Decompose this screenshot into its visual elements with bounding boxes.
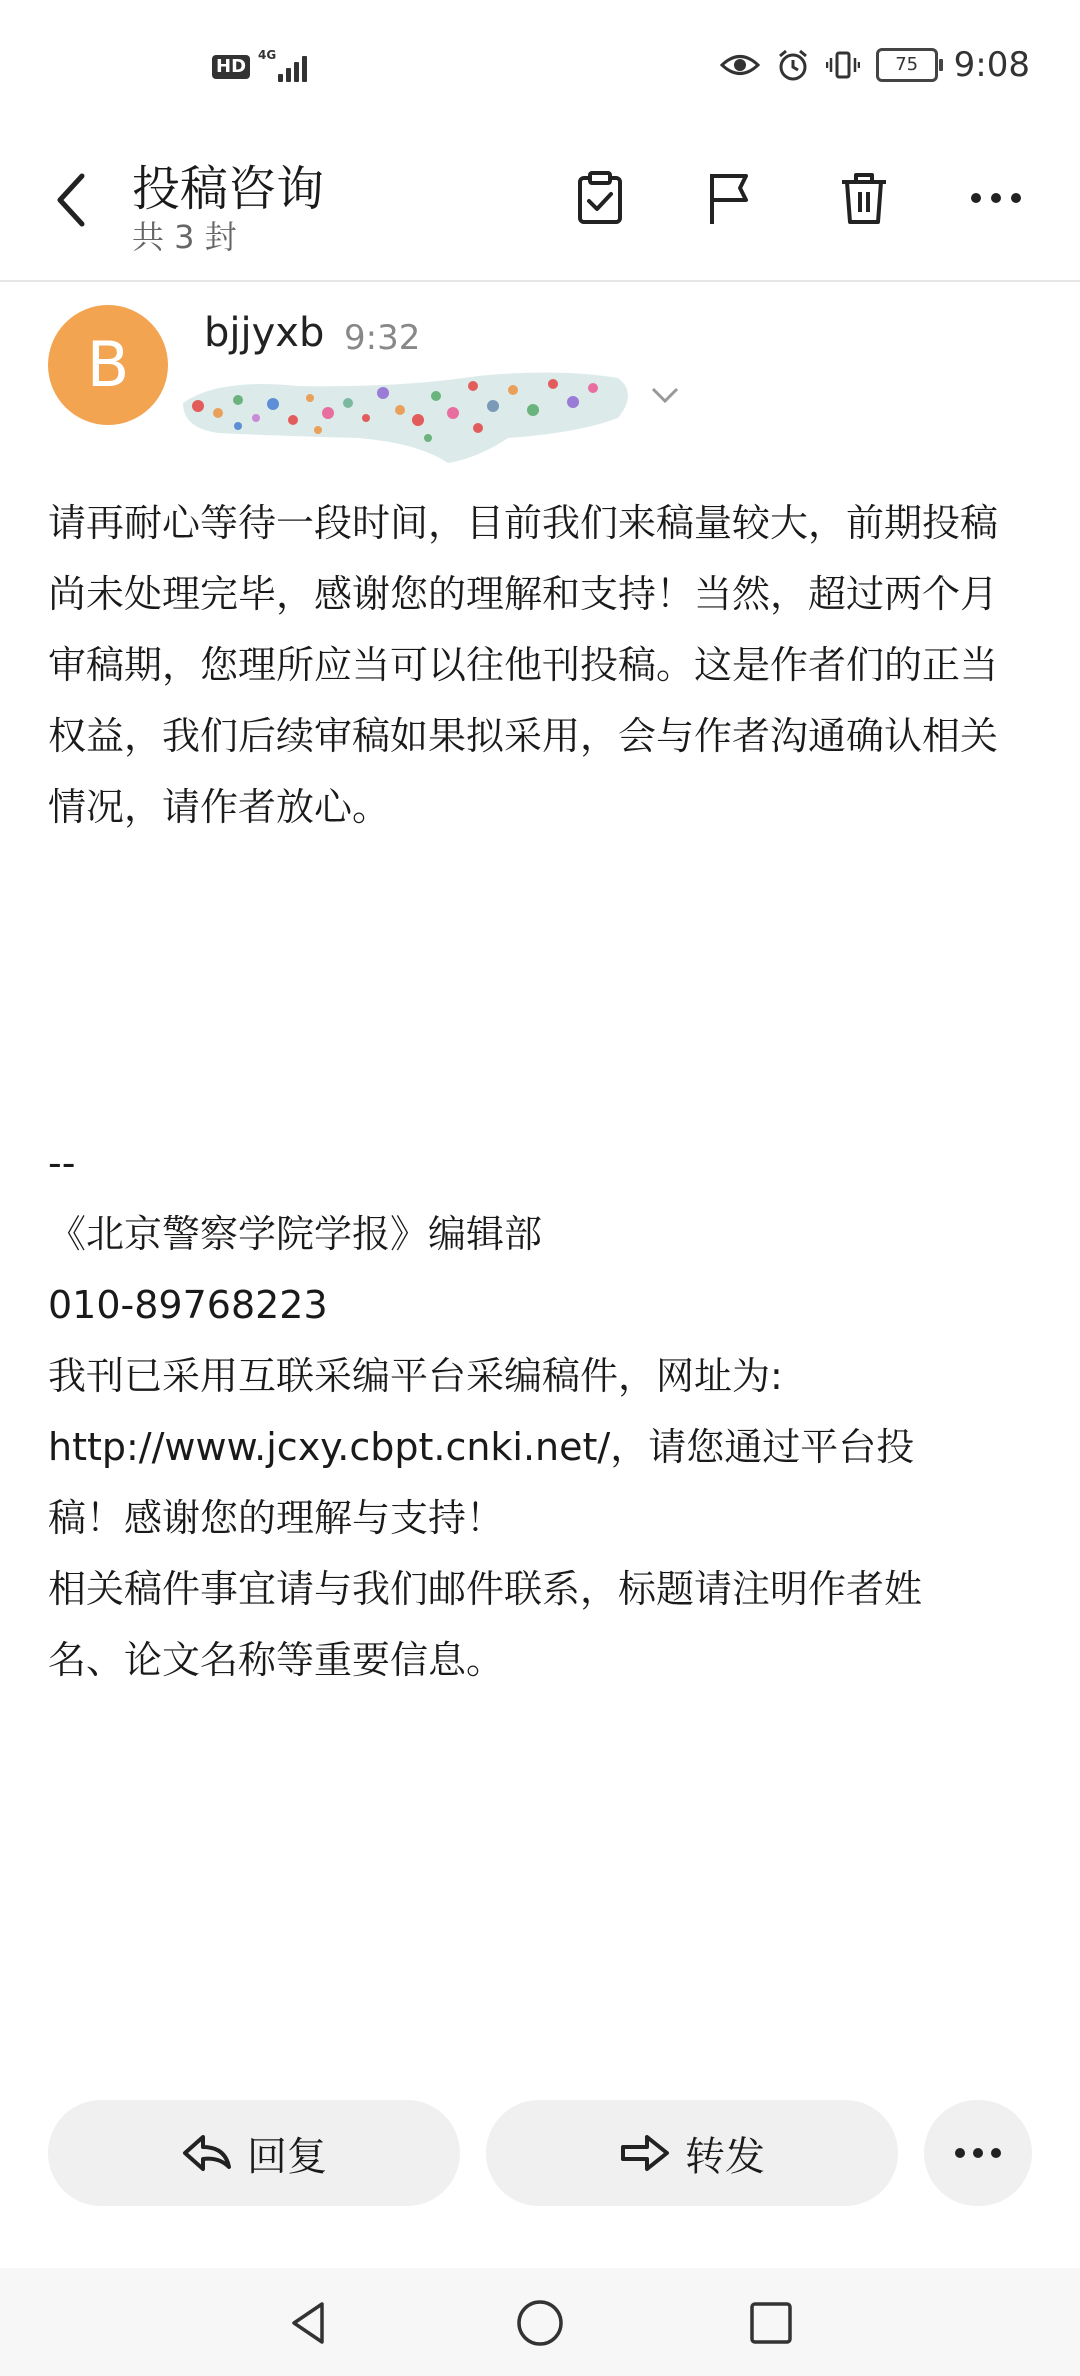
status-bar	[0, 0, 1080, 130]
battery-icon	[876, 48, 938, 82]
flag-icon[interactable]	[700, 168, 760, 228]
thread-count: 共 3 封	[132, 218, 237, 256]
hd-badge: HD	[212, 55, 250, 79]
nav-home-icon[interactable]	[515, 2298, 565, 2348]
forward-label: 转发	[685, 2133, 765, 2180]
eye-comfort-icon	[720, 50, 760, 80]
forward-icon	[619, 2131, 671, 2175]
battery-level: 75	[895, 54, 919, 75]
network-type: 4G	[258, 48, 277, 62]
signature	[48, 1128, 1033, 1696]
alarm-icon	[776, 48, 810, 82]
mail-body: 请再耐心等待一段时间，目前我们来稿量较大，前期投稿尚未处理完毕，感谢您的理解和支持！当然，超过两个月审稿期，您理所应当可以往他刊投稿。这是作者们的正当权益，我们后续审稿如果拟采用，会与作者沟通确认相关情况，请作者放心。	[48, 501, 999, 829]
redacted-recipient	[178, 358, 648, 468]
signal-icon	[258, 48, 307, 82]
chevron-down-icon[interactable]	[650, 385, 680, 405]
more-actions-button[interactable]	[924, 2100, 1032, 2206]
signature-separator: --	[48, 1141, 76, 1185]
signature-line1: 我刊已采用互联采编平台采编稿件，网址为:	[48, 1354, 783, 1398]
signature-phone[interactable]: 010-89768223	[48, 1283, 328, 1327]
delete-icon[interactable]	[834, 168, 894, 228]
reply-label: 回复	[247, 2133, 327, 2180]
app-header	[0, 130, 1080, 282]
reply-icon	[181, 2131, 233, 2175]
vibrate-icon	[826, 48, 860, 82]
status-right	[720, 45, 1030, 85]
sent-time: 9:32	[344, 318, 421, 358]
forward-button[interactable]	[486, 2100, 898, 2206]
nav-recents-icon[interactable]	[746, 2298, 796, 2348]
more-icon	[924, 2100, 1032, 2206]
signature-line3: 稿！感谢您的理解与支持！	[48, 1496, 505, 1540]
reply-button[interactable]	[48, 2100, 460, 2206]
sender-name[interactable]: bjjyxb	[204, 310, 325, 356]
nav-back-icon[interactable]	[284, 2298, 334, 2348]
more-options-icon[interactable]	[966, 168, 1026, 228]
status-left	[212, 48, 307, 82]
system-nav-bar	[0, 2268, 1080, 2376]
clock: 9:08	[953, 45, 1030, 85]
signature-dept: 《北京警察学院学报》编辑部	[48, 1212, 543, 1256]
page-title: 投稿咨询	[132, 161, 325, 217]
signature-link-line[interactable]: http://www.jcxy.cbpt.cnki.net/，请您通过平台投	[48, 1425, 915, 1469]
signature-line4: 相关稿件事宜请与我们邮件联系，标题请注明作者姓	[48, 1567, 923, 1611]
avatar[interactable]: B	[48, 305, 168, 425]
back-icon[interactable]	[46, 170, 98, 230]
signature-line5: 名、论文名称等重要信息。	[48, 1638, 505, 1682]
mark-done-icon[interactable]	[570, 168, 630, 228]
